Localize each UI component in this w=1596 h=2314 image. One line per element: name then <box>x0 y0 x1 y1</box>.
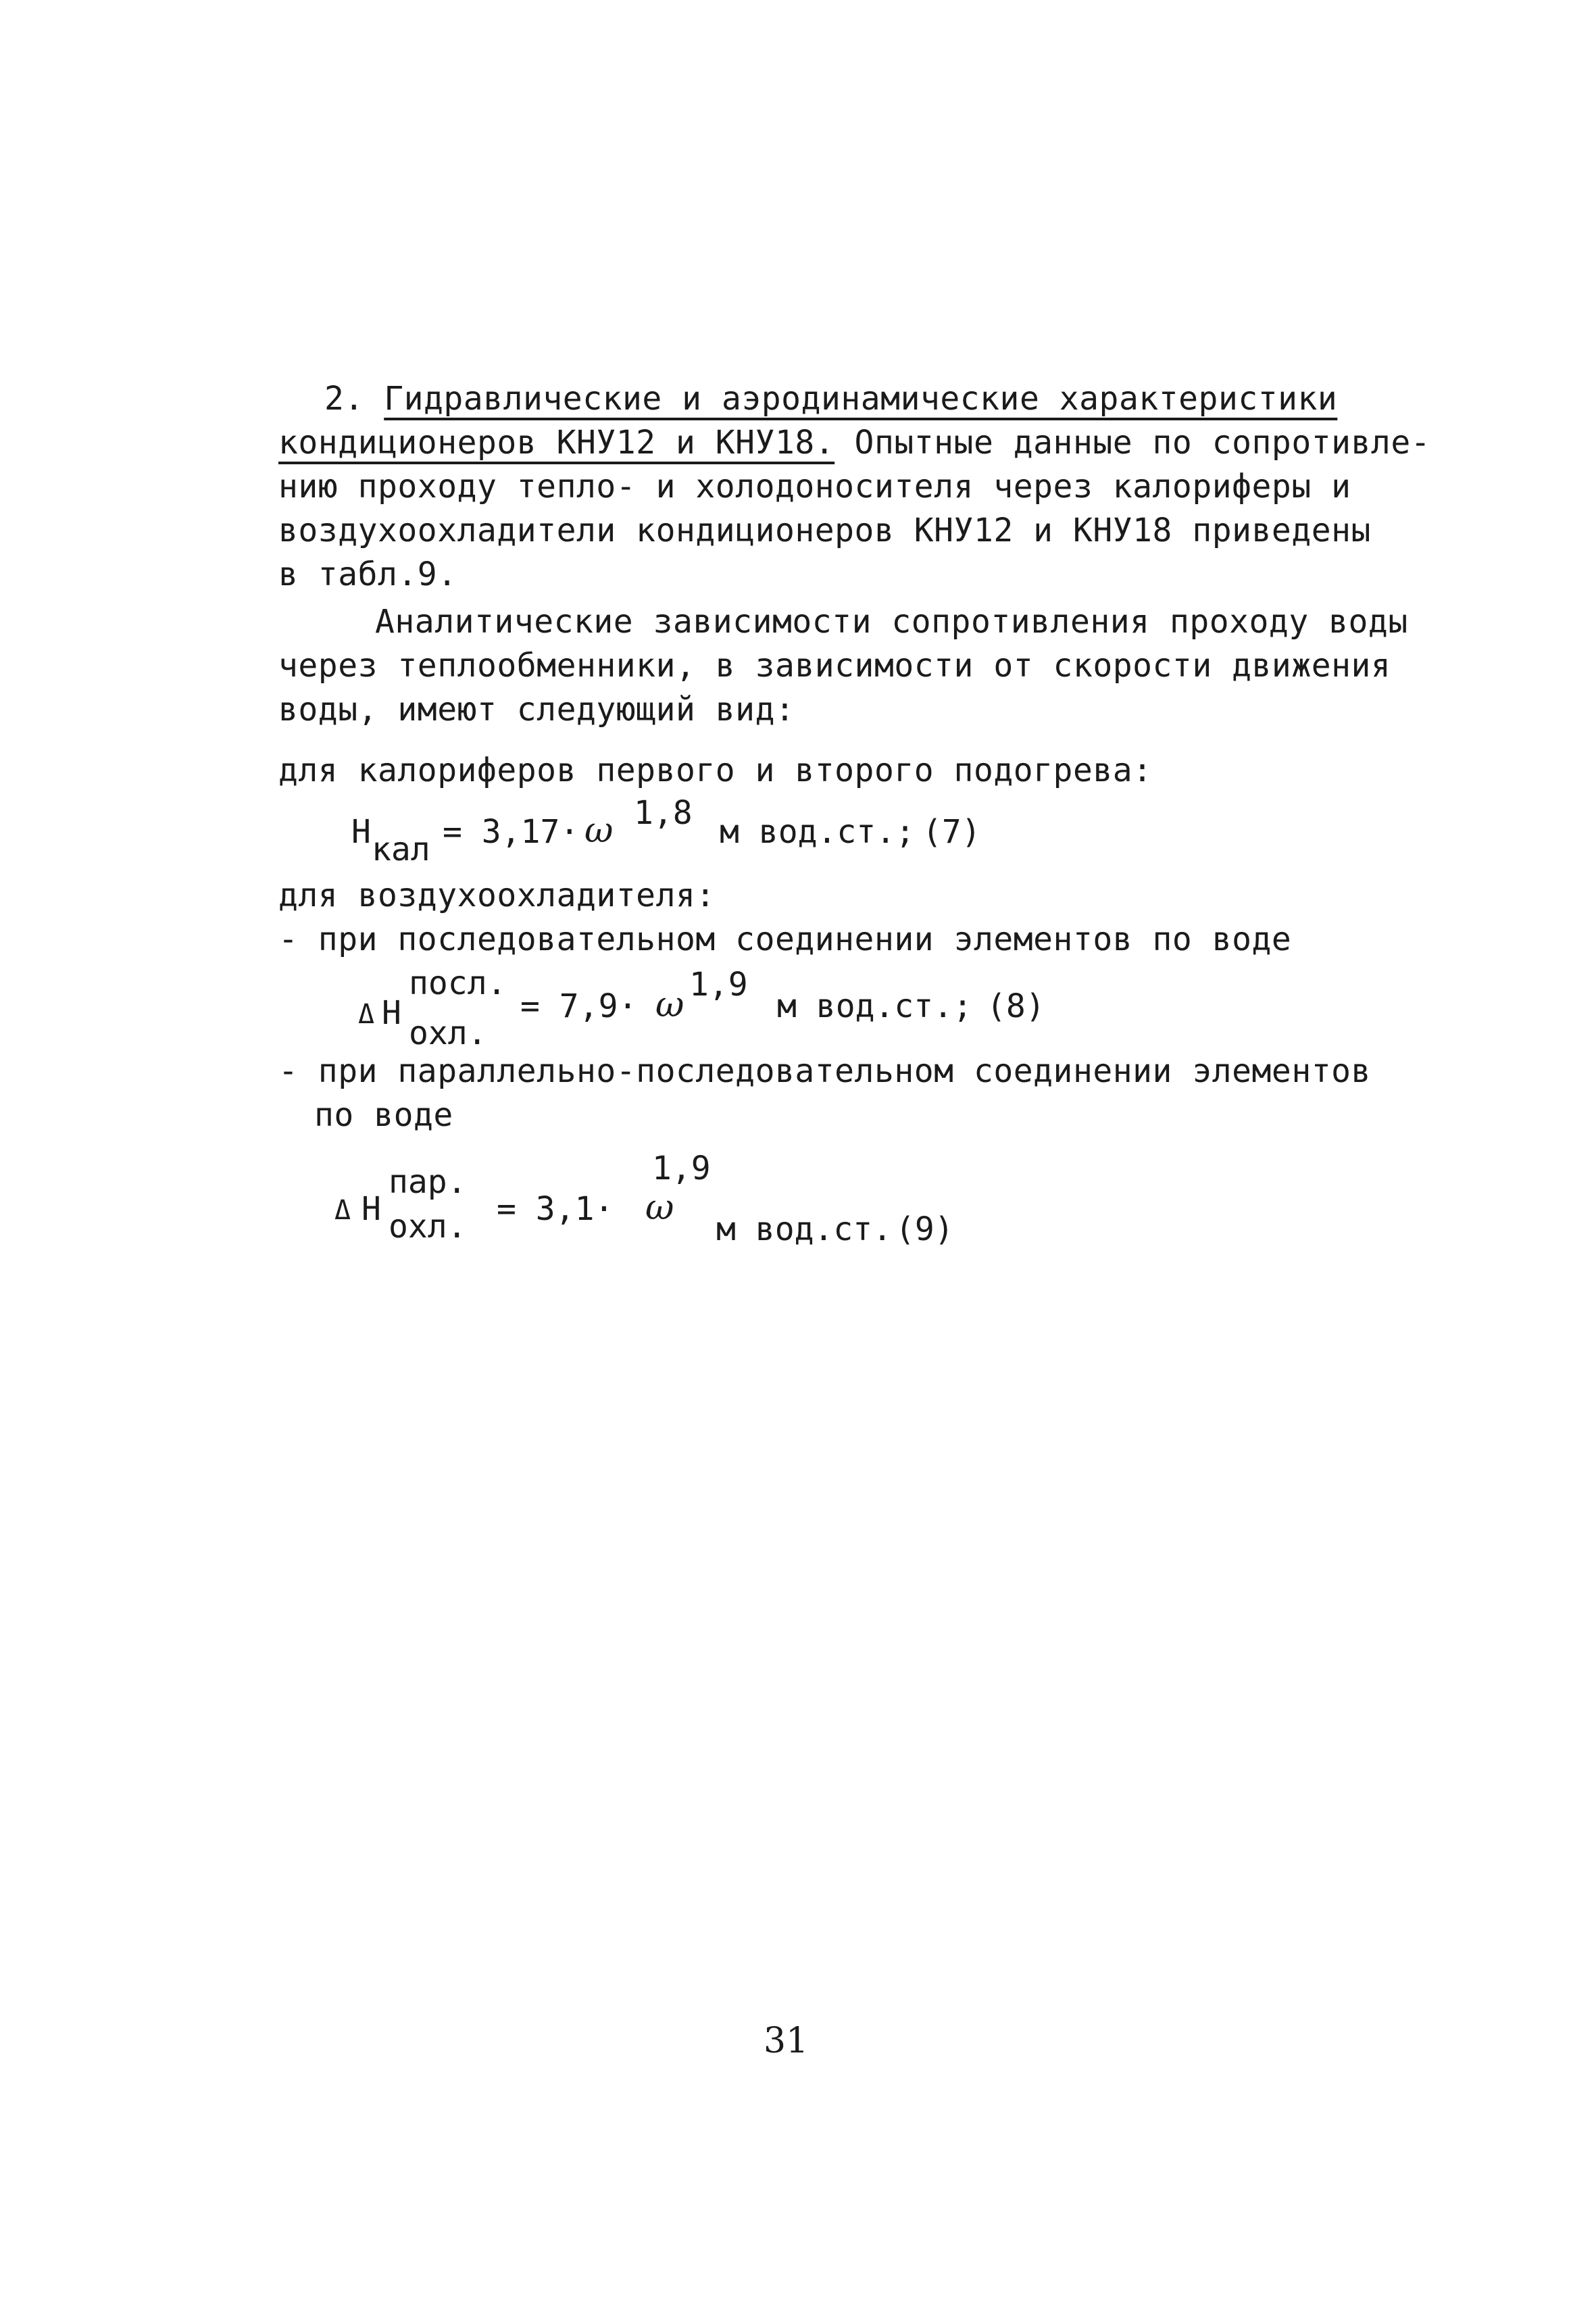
parallel-label-line-2: по воде <box>314 1096 453 1134</box>
page-number: 31 <box>764 2021 809 2061</box>
series-label: - при последовательном соединении элементов по воде <box>278 920 1292 958</box>
formula-7-subscript: кал <box>372 831 430 868</box>
section-line-5: в табл.9. <box>278 556 457 593</box>
formula-9-symbol: H <box>361 1190 381 1228</box>
delta-symbol: Δ <box>334 1195 351 1226</box>
formula-8 <box>358 963 1045 1058</box>
formula-7-number: (7) <box>922 813 981 851</box>
formula-9-exponent: 1,9 <box>652 1150 711 1187</box>
formula-8-subscript: охл. <box>409 1014 487 1052</box>
heaters-label: для калориферов первого и второго подогрева: <box>278 752 1153 789</box>
paragraph2-line-3: воды, имеют следующий вид: <box>278 691 795 729</box>
formula-8-superscript: посл. <box>409 964 507 1002</box>
formula-7-unit: м вод.ст.; <box>720 813 915 851</box>
formula-7-equals: = 3,17· <box>443 813 580 851</box>
formula-8-exponent: 1,9 <box>689 966 748 1004</box>
omega-symbol: ω <box>645 1187 674 1228</box>
formula-8-equals: = 7,9· <box>520 987 638 1025</box>
formula-9 <box>334 1152 1010 1254</box>
formula-9-number: (9) <box>895 1210 954 1248</box>
formula-7-exponent: 1,8 <box>634 794 693 832</box>
section-number: 2. <box>324 380 364 418</box>
paragraph2-line-1: Аналитические зависимости сопротивления проходу воды <box>375 603 1408 641</box>
section-line-3: нию проходу тепло- и холодоносителя через калориферы и <box>278 468 1351 506</box>
section-line-2 <box>278 422 1430 463</box>
omega-symbol: ω <box>655 985 684 1025</box>
section-heading-part2: кондиционеров КНУ12 и КНУ18. <box>278 424 835 462</box>
section-line-4: воздухоохладители кондиционеров КНУ12 и КНУ18 приведены <box>278 512 1371 549</box>
formula-9-subscript: охл. <box>389 1208 467 1246</box>
formula-9-superscript: пар. <box>389 1163 467 1201</box>
paragraph2-line-2: через теплообменники, в зависимости от скорости движения <box>278 647 1391 685</box>
cooler-label: для воздухоохладителя: <box>278 877 716 914</box>
formula-8-unit: м вод.ст.; <box>777 987 972 1025</box>
delta-symbol: Δ <box>358 999 375 1030</box>
parallel-label-line-1: - при параллельно-последовательном соединении элементов <box>278 1052 1371 1090</box>
formula-9-unit: м вод.ст. <box>716 1210 893 1248</box>
omega-symbol: ω <box>584 810 614 851</box>
section-line-1 <box>324 378 1337 419</box>
formula-7-symbol: H <box>351 813 371 851</box>
section-line-2-rest: Опытные данные по сопротивле- <box>834 424 1431 462</box>
formula-8-symbol: H <box>382 994 401 1032</box>
formula-9-equals: = 3,1· <box>497 1190 614 1228</box>
formula-8-number: (8) <box>987 987 1045 1025</box>
section-heading-part1: Гидравлические и аэродинамические характеристики <box>384 380 1338 418</box>
formula-7 <box>351 794 1027 875</box>
